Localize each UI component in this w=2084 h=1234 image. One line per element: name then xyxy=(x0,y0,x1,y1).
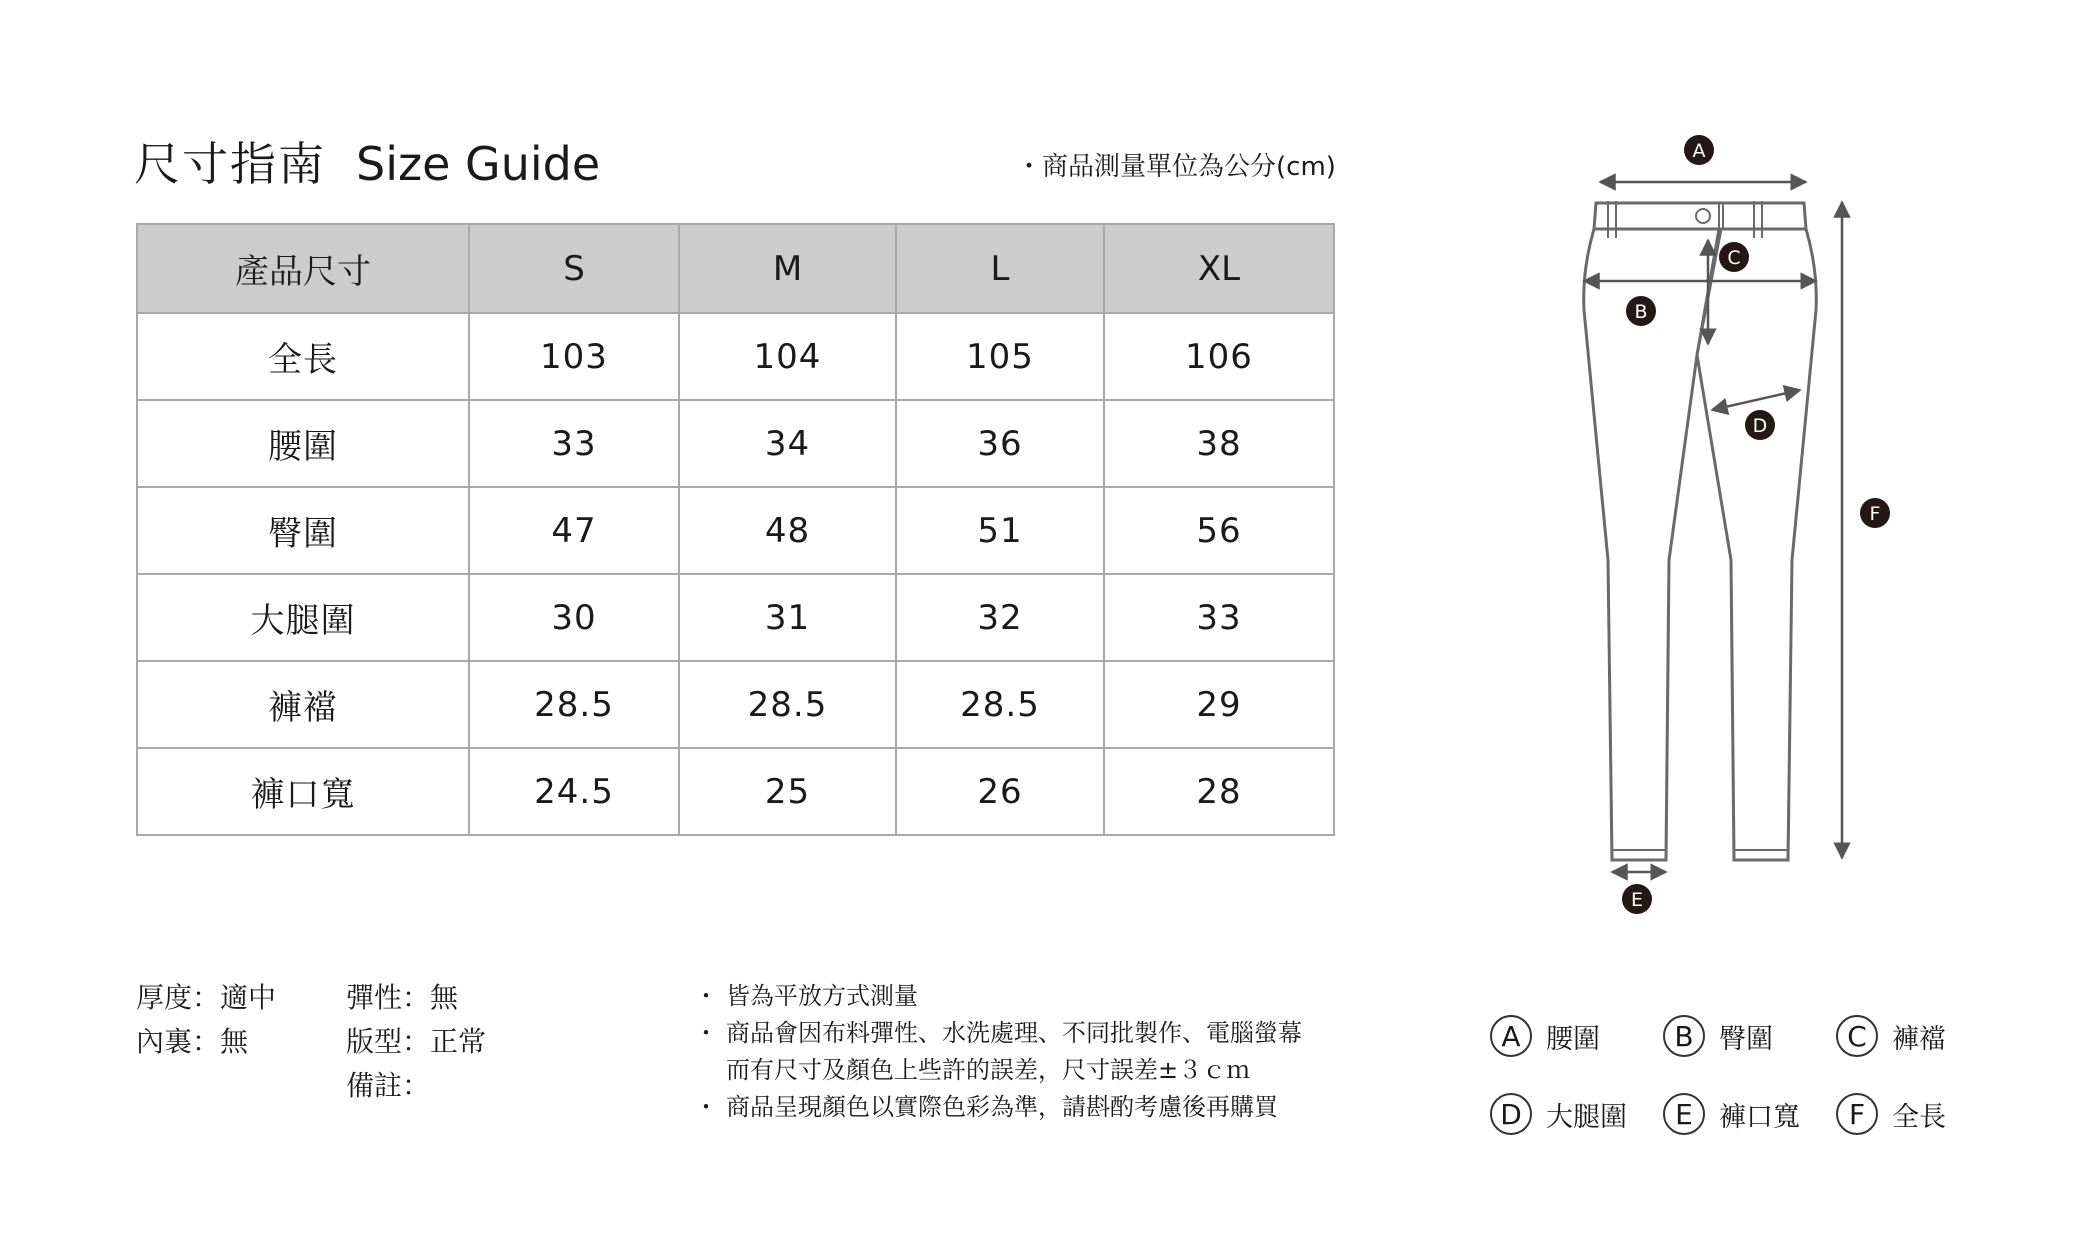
legend-letter-circle: E xyxy=(1663,1093,1705,1135)
page-title xyxy=(134,128,600,194)
unit-note: ・商品測量單位為公分(cm) xyxy=(1016,152,1336,182)
note-item: ・ 皆為平放方式測量 xyxy=(700,978,1302,1015)
table-row xyxy=(137,748,1334,835)
table-cell: 36 xyxy=(896,400,1104,487)
legend-letter-circle: D xyxy=(1490,1093,1532,1135)
table-row xyxy=(137,313,1334,400)
marker-d xyxy=(1745,410,1775,440)
table-cell: 38 xyxy=(1104,400,1334,487)
legend-label: 腰圍 xyxy=(1546,1023,1600,1055)
table-cell: 48 xyxy=(679,487,896,574)
table-cell: 47 xyxy=(469,487,679,574)
table-header-row xyxy=(137,224,1334,313)
table-cell: 51 xyxy=(896,487,1104,574)
marker-a xyxy=(1684,135,1714,165)
row-label: 臀圍 xyxy=(137,487,469,574)
title-en: Size Guide xyxy=(356,137,601,191)
svg-text:D: D xyxy=(1752,415,1768,437)
legend-letter-circle: B xyxy=(1663,1015,1705,1057)
table-row xyxy=(137,400,1334,487)
fabric-info-right xyxy=(346,976,486,1108)
header-size-l: L xyxy=(896,224,1104,313)
elasticity-text: 彈性：無 xyxy=(346,981,459,1014)
header-product-size: 產品尺寸 xyxy=(137,224,469,313)
legend-row xyxy=(1490,997,2010,1075)
legend-label: 褲口寬 xyxy=(1719,1101,1800,1133)
table-cell: 33 xyxy=(469,400,679,487)
waistband-outline xyxy=(1594,203,1806,229)
table-row xyxy=(137,574,1334,661)
table-cell: 26 xyxy=(896,748,1104,835)
title-zh: 尺寸指南 xyxy=(134,137,326,191)
table-cell: 103 xyxy=(469,313,679,400)
svg-text:C: C xyxy=(1727,247,1741,269)
marker-b xyxy=(1626,296,1656,326)
table-cell: 30 xyxy=(469,574,679,661)
table-cell: 28.5 xyxy=(896,661,1104,748)
legend-item xyxy=(1490,1093,1663,1135)
measurement-notes xyxy=(700,978,1302,1126)
lining-text: 內裏：無 xyxy=(136,1025,249,1058)
table-cell: 105 xyxy=(896,313,1104,400)
table-cell: 56 xyxy=(1104,487,1334,574)
legend-letter-circle: A xyxy=(1490,1015,1532,1057)
legend-label: 全長 xyxy=(1892,1101,1946,1133)
row-label: 大腿圍 xyxy=(137,574,469,661)
table-cell: 28.5 xyxy=(679,661,896,748)
legend-label: 大腿圍 xyxy=(1546,1101,1627,1133)
legend-label: 褲襠 xyxy=(1892,1023,1946,1055)
legend-item xyxy=(1663,1015,1836,1057)
table-cell: 24.5 xyxy=(469,748,679,835)
thigh-arrow xyxy=(1712,390,1800,410)
legend-row xyxy=(1490,1075,2010,1153)
header-size-m: M xyxy=(679,224,896,313)
svg-text:E: E xyxy=(1630,889,1644,911)
row-label: 全長 xyxy=(137,313,469,400)
table-cell: 29 xyxy=(1104,661,1334,748)
size-table xyxy=(136,223,1335,836)
header-size-xl: XL xyxy=(1104,224,1334,313)
svg-text:A: A xyxy=(1692,140,1706,162)
legend-letter-circle: F xyxy=(1836,1093,1878,1135)
legend-item xyxy=(1836,1015,2009,1057)
table-cell: 106 xyxy=(1104,313,1334,400)
legend-item xyxy=(1490,1015,1663,1057)
marker-c xyxy=(1719,242,1749,272)
table-cell: 31 xyxy=(679,574,896,661)
legend-letter-circle: C xyxy=(1836,1015,1878,1057)
note-item: ・ 商品呈現顏色以實際色彩為準，請斟酌考慮後再購買 xyxy=(700,1089,1302,1126)
svg-text:B: B xyxy=(1634,301,1648,323)
row-label: 褲口寬 xyxy=(137,748,469,835)
table-cell: 25 xyxy=(679,748,896,835)
note-item-continued: 而有尺寸及顏色上些許的誤差，尺寸誤差±３ｃｍ xyxy=(726,1056,1251,1084)
legend-label: 臀圍 xyxy=(1719,1023,1773,1055)
table-cell: 28.5 xyxy=(469,661,679,748)
table-cell: 34 xyxy=(679,400,896,487)
row-label: 腰圍 xyxy=(137,400,469,487)
legend-item xyxy=(1836,1093,2009,1135)
note-item: ・ 商品會因布料彈性、水洗處理、不同批製作、電腦螢幕 xyxy=(700,1015,1302,1052)
table-cell: 104 xyxy=(679,313,896,400)
marker-e xyxy=(1622,884,1652,914)
thickness-text: 厚度：適中 xyxy=(136,981,277,1014)
table-row xyxy=(137,487,1334,574)
pants-diagram xyxy=(1560,120,1900,920)
left-leg-outline xyxy=(1584,229,1721,860)
table-row xyxy=(137,661,1334,748)
button-icon xyxy=(1696,209,1710,223)
table-cell: 33 xyxy=(1104,574,1334,661)
table-cell: 32 xyxy=(896,574,1104,661)
fabric-info-left xyxy=(136,976,276,1064)
row-label: 褲襠 xyxy=(137,661,469,748)
svg-text:F: F xyxy=(1869,503,1881,525)
measurement-legend xyxy=(1490,997,2010,1153)
remarks-text: 備註： xyxy=(346,1069,431,1102)
header-size-s: S xyxy=(469,224,679,313)
right-leg-outline xyxy=(1697,229,1816,860)
table-cell: 28 xyxy=(1104,748,1334,835)
marker-f xyxy=(1860,498,1890,528)
fit-text: 版型：正常 xyxy=(346,1025,487,1058)
legend-item xyxy=(1663,1093,1836,1135)
